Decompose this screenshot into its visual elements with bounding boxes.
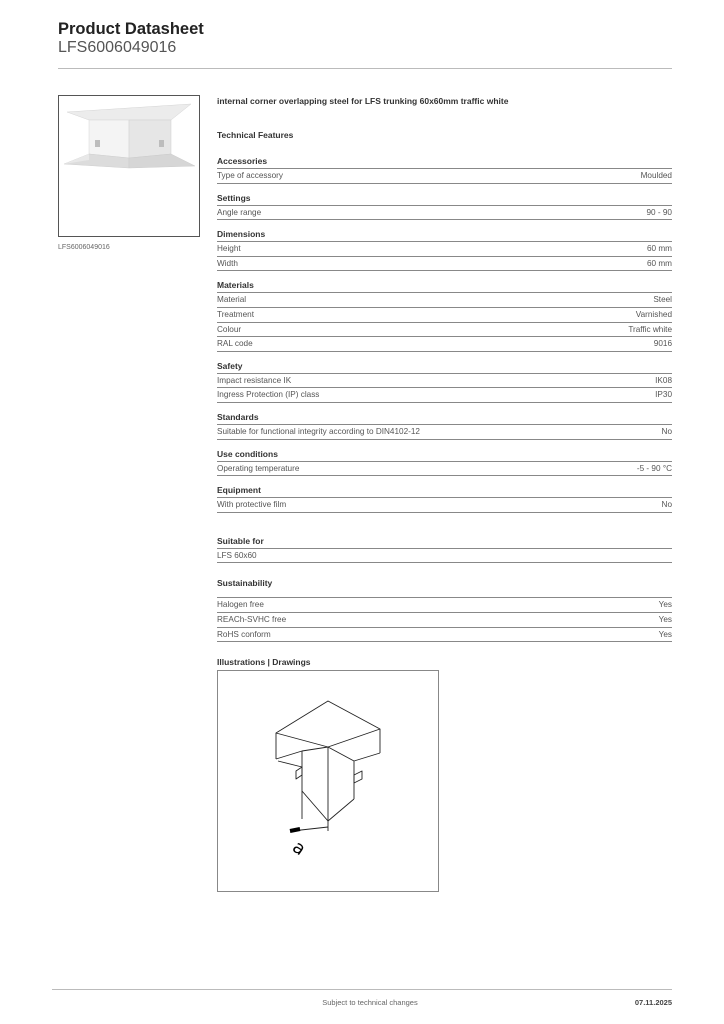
product-image <box>58 95 200 237</box>
product-description: internal corner overlapping steel for LFS trunking 60x60mm traffic white <box>217 96 509 106</box>
section-title: Equipment <box>217 484 672 498</box>
spec-section <box>217 155 672 184</box>
spec-row <box>217 308 672 323</box>
spec-label: Impact resistance IK <box>217 375 292 385</box>
spec-value: 60 mm <box>646 258 672 268</box>
spec-row <box>217 337 672 352</box>
spec-label: LFS 60x60 <box>217 550 257 560</box>
sustainability-section <box>217 577 672 642</box>
spec-row <box>217 598 672 613</box>
spec-label: Operating temperature <box>217 463 300 473</box>
spec-row <box>217 613 672 628</box>
spec-label: Treatment <box>217 309 255 319</box>
spec-section <box>217 192 672 221</box>
section-title: Materials <box>217 279 672 293</box>
spec-section <box>217 411 672 440</box>
spec-value: Varnished <box>635 309 672 319</box>
spec-value: 9016 <box>653 339 672 349</box>
spec-value: Traffic white <box>628 324 672 334</box>
spec-value: Steel <box>653 295 672 305</box>
datasheet-content <box>217 95 672 892</box>
spec-label: Angle range <box>217 207 262 217</box>
spec-value: Moulded <box>640 171 672 180</box>
spec-label: Width <box>217 258 238 268</box>
spec-label: With protective film <box>217 500 287 510</box>
header-divider <box>58 68 672 69</box>
spec-row <box>217 549 672 564</box>
product-code: LFS6006049016 <box>58 39 177 56</box>
corner-line-drawing-icon <box>218 671 438 891</box>
spec-label: Height <box>217 244 241 254</box>
spec-value: IP30 <box>655 390 672 400</box>
spec-row <box>217 206 672 221</box>
technical-features-title: Technical Features <box>217 130 294 140</box>
spec-value: IK08 <box>655 375 672 385</box>
spec-section <box>217 448 672 477</box>
spec-label: Material <box>217 295 247 305</box>
spec-label: Type of accessory <box>217 171 283 180</box>
section-title: Use conditions <box>217 448 672 462</box>
section-title: Safety <box>217 360 672 374</box>
spec-section <box>217 484 672 513</box>
spec-value: Yes <box>658 600 672 610</box>
suitable-for-section <box>217 535 672 564</box>
spec-label: Ingress Protection (IP) class <box>217 390 320 400</box>
corner-piece-photo-icon <box>59 96 199 236</box>
spec-row <box>217 462 672 477</box>
footer-note: Subject to technical changes <box>322 998 418 1007</box>
section-title: Standards <box>217 411 672 425</box>
spec-row <box>217 169 672 184</box>
spec-label: RoHS conform <box>217 629 271 639</box>
spec-value: 90 - 90 <box>646 207 672 217</box>
section-title: Settings <box>217 192 672 206</box>
spec-section <box>217 360 672 403</box>
spec-row <box>217 242 672 257</box>
spec-value: Yes <box>658 629 672 639</box>
section-title: Suitable for <box>217 535 672 549</box>
spec-label: Halogen free <box>217 600 264 610</box>
spec-row <box>217 388 672 403</box>
image-caption: LFS6006049016 <box>58 244 110 251</box>
section-title: Dimensions <box>217 228 672 242</box>
drawings-title: Illustrations | Drawings <box>217 657 311 668</box>
section-title: Accessories <box>217 155 672 169</box>
spec-value: Yes <box>658 614 672 624</box>
spec-label: Colour <box>217 324 242 334</box>
technical-drawing <box>217 670 439 892</box>
dimension-label: a <box>288 836 310 861</box>
footer-divider <box>52 989 672 990</box>
spec-section <box>217 228 672 271</box>
spec-label: Suitable for functional integrity according to DIN4102-12 <box>217 426 420 436</box>
spec-value: No <box>661 426 672 436</box>
spec-row <box>217 374 672 389</box>
spec-value: -5 - 90 °C <box>636 463 672 473</box>
spec-row <box>217 425 672 440</box>
spec-row <box>217 257 672 272</box>
spec-section <box>217 279 672 351</box>
footer-date: 07.11.2025 <box>634 998 672 1007</box>
spec-row <box>217 628 672 643</box>
spec-row <box>217 293 672 308</box>
spec-row <box>217 498 672 513</box>
spec-label: RAL code <box>217 339 253 349</box>
spec-label: REACh-SVHC free <box>217 614 287 624</box>
section-title: Sustainability <box>217 577 672 598</box>
spec-row <box>217 323 672 338</box>
feature-sections <box>217 155 672 513</box>
spec-value: 60 mm <box>646 244 672 254</box>
spec-value: No <box>661 500 672 510</box>
page-title: Product Datasheet <box>58 20 204 38</box>
